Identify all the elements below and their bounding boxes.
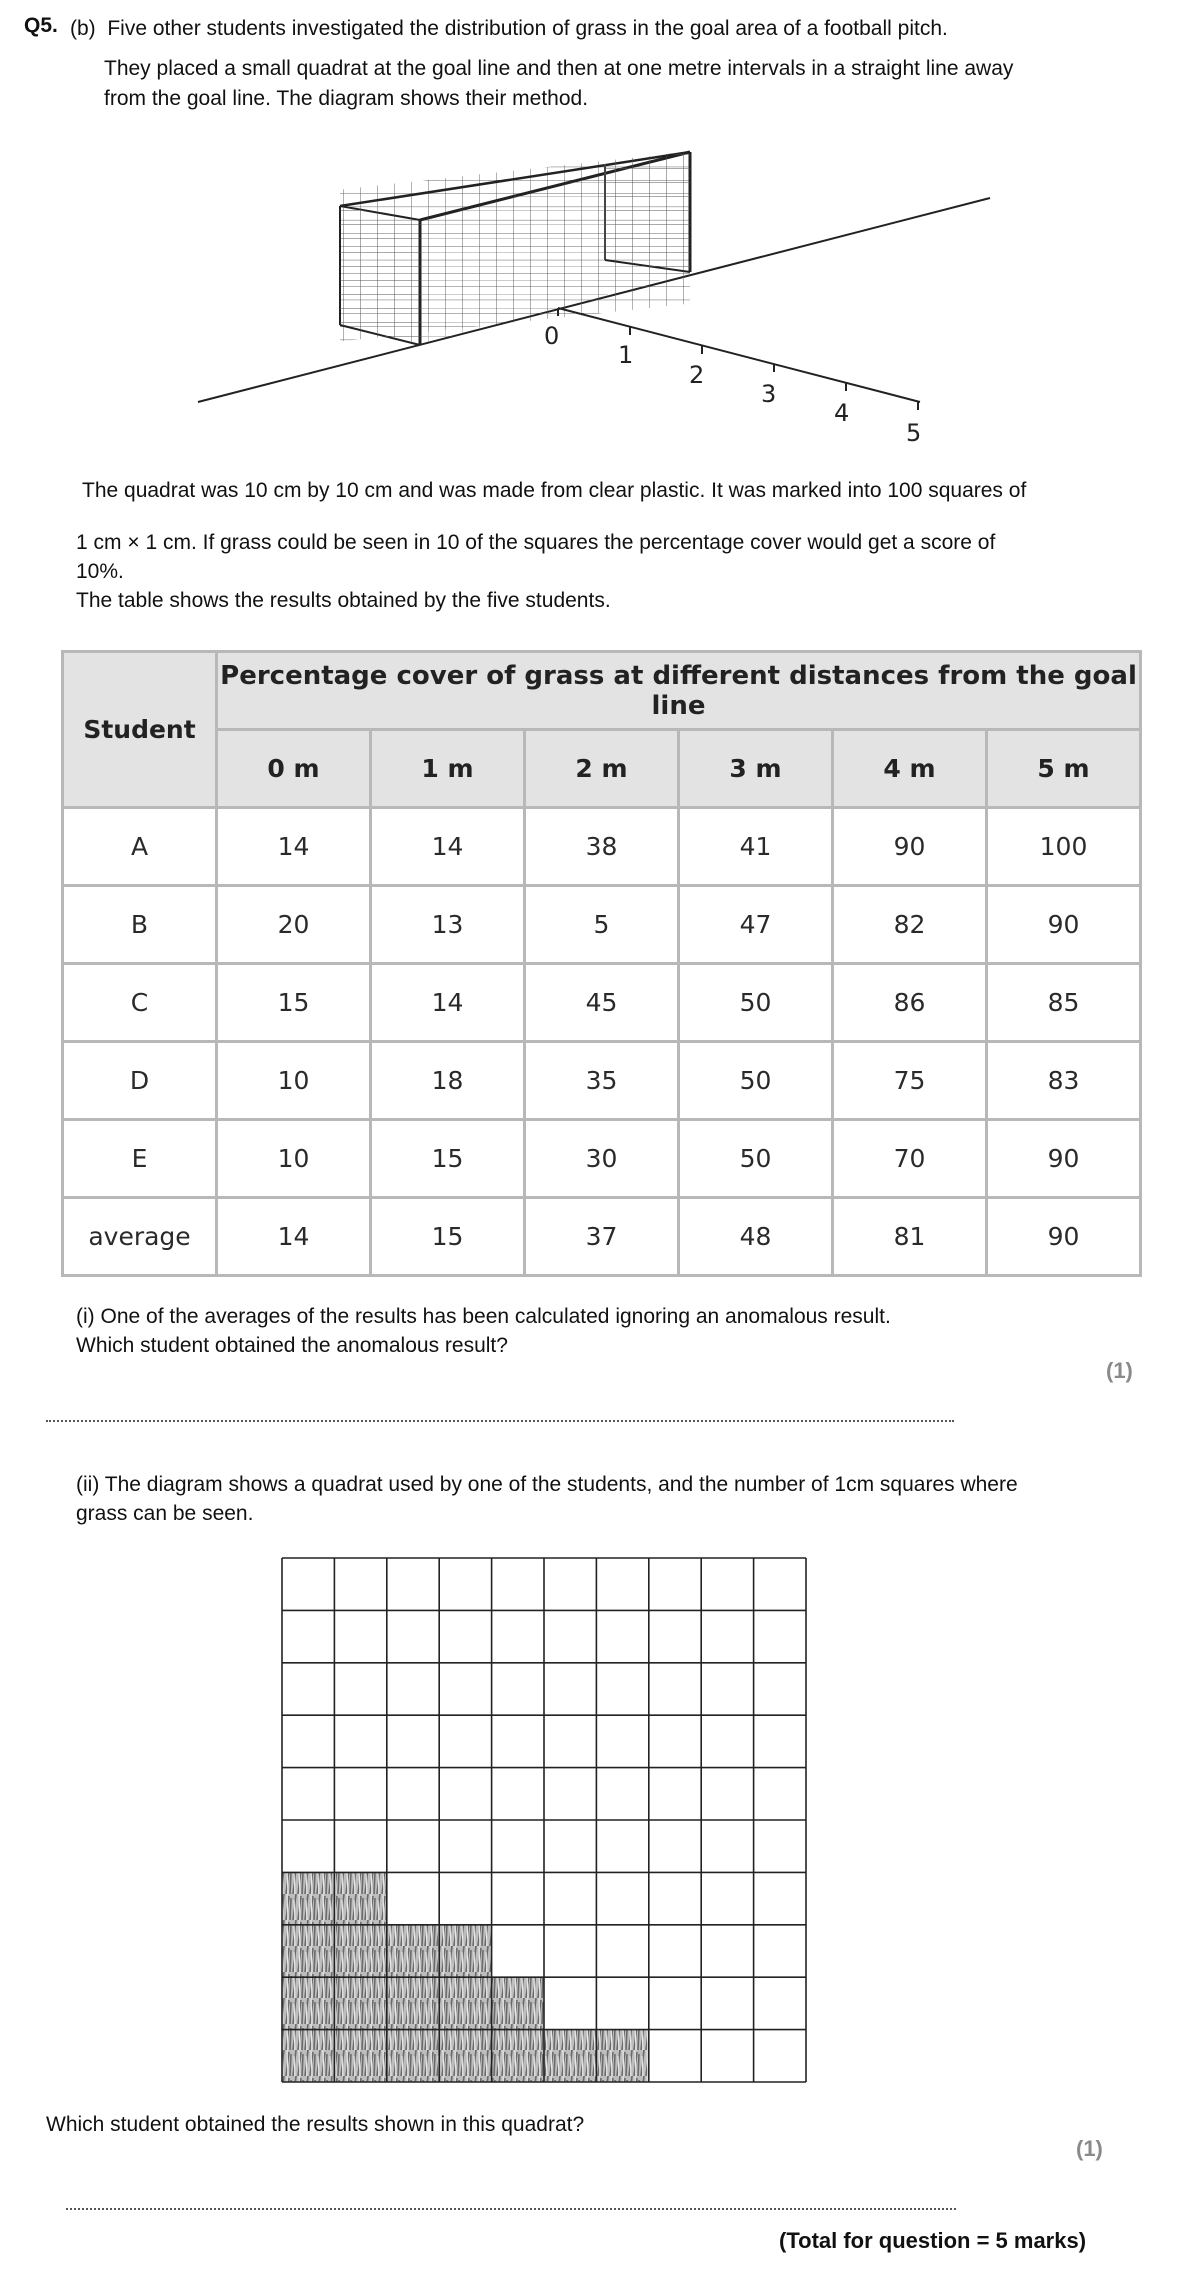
column-header: 4 m	[833, 730, 987, 808]
grass-square	[439, 2030, 491, 2082]
value-cell: 47	[679, 886, 833, 964]
part-i-answer-line[interactable]	[46, 1420, 954, 1422]
distance-label-4: 4	[834, 399, 850, 427]
value-cell: 10	[217, 1042, 371, 1120]
grass-square	[282, 1977, 334, 2029]
measuring-line	[558, 308, 920, 402]
value-cell: 85	[987, 964, 1141, 1042]
value-cell: 90	[987, 1120, 1141, 1198]
grass-square	[492, 2030, 544, 2082]
value-cell: 37	[525, 1198, 679, 1276]
part-ii-answer-line[interactable]	[66, 2208, 956, 2210]
grass-square	[387, 1977, 439, 2029]
grass-square	[387, 2030, 439, 2082]
part-i-marks: (1)	[1106, 1358, 1133, 1383]
value-cell: 15	[371, 1120, 525, 1198]
grass-square	[596, 2030, 648, 2082]
table-row	[63, 1042, 1141, 1120]
value-cell: 14	[217, 1198, 371, 1276]
column-header: 2 m	[525, 730, 679, 808]
student-cell: A	[63, 808, 217, 886]
value-cell: 41	[679, 808, 833, 886]
value-cell: 14	[217, 808, 371, 886]
part-ii-marks: (1)	[1076, 2136, 1103, 2161]
part-i-line1: (i) One of the averages of the results has been calculated ignoring an anomalous result.	[76, 1305, 891, 1328]
student-cell: C	[63, 964, 217, 1042]
part-i-line2: Which student obtained the anomalous result?	[76, 1334, 508, 1357]
value-cell: 20	[217, 886, 371, 964]
question-number: Q5.	[24, 14, 58, 37]
value-cell: 90	[833, 808, 987, 886]
student-cell: average	[63, 1198, 217, 1276]
grass-square	[439, 1977, 491, 2029]
value-cell: 15	[217, 964, 371, 1042]
distance-label-5: 5	[906, 419, 922, 447]
group-header: Percentage cover of grass at different distances from the goal line	[217, 652, 1141, 730]
distance-label-0: 0	[544, 322, 560, 350]
value-cell: 14	[371, 808, 525, 886]
value-cell: 75	[833, 1042, 987, 1120]
question-intro-line3: from the goal line. The diagram shows their method.	[104, 87, 589, 110]
table-row	[63, 964, 1141, 1042]
value-cell: 45	[525, 964, 679, 1042]
column-header: 3 m	[679, 730, 833, 808]
description-line1: The quadrat was 10 cm by 10 cm and was made from clear plastic. It was marked into 100 squares of	[82, 479, 1027, 502]
table-row	[63, 886, 1141, 964]
value-cell: 83	[987, 1042, 1141, 1120]
grass-square	[334, 1977, 386, 2029]
grass-square	[439, 1925, 491, 1977]
measuring-ticks	[558, 308, 918, 410]
student-cell: E	[63, 1120, 217, 1198]
value-cell: 50	[679, 1042, 833, 1120]
value-cell: 100	[987, 808, 1141, 886]
value-cell: 14	[371, 964, 525, 1042]
quadrat-grid	[280, 1556, 808, 2084]
value-cell: 5	[525, 886, 679, 964]
grass-square	[282, 1925, 334, 1977]
distance-label-3: 3	[761, 380, 777, 408]
value-cell: 30	[525, 1120, 679, 1198]
grass-square	[334, 1925, 386, 1977]
value-cell: 82	[833, 886, 987, 964]
table-row	[63, 1120, 1141, 1198]
question-intro-line1	[70, 14, 948, 43]
description-line4: The table shows the results obtained by the five students.	[76, 589, 611, 612]
value-cell: 70	[833, 1120, 987, 1198]
student-cell: D	[63, 1042, 217, 1120]
grass-square	[544, 2030, 596, 2082]
question-intro-line2: They placed a small quadrat at the goal line and then at one metre intervals in a straight line away	[104, 57, 1014, 80]
grass-square	[282, 1872, 334, 1924]
value-cell: 10	[217, 1120, 371, 1198]
description-line3: 10%.	[76, 560, 124, 583]
intro-text: Five other students investigated the distribution of grass in the goal area of a football pitch.	[107, 17, 948, 40]
value-cell: 81	[833, 1198, 987, 1276]
column-header: 0 m	[217, 730, 371, 808]
value-cell: 35	[525, 1042, 679, 1120]
value-cell: 50	[679, 1120, 833, 1198]
student-cell: B	[63, 886, 217, 964]
value-cell: 86	[833, 964, 987, 1042]
distance-label-2: 2	[689, 361, 705, 389]
goal-net	[340, 152, 690, 346]
value-cell: 50	[679, 964, 833, 1042]
grass-square	[282, 2030, 334, 2082]
column-header: 1 m	[371, 730, 525, 808]
value-cell: 48	[679, 1198, 833, 1276]
value-cell: 90	[987, 886, 1141, 964]
grass-square	[334, 2030, 386, 2082]
part-label: (b)	[70, 17, 96, 40]
value-cell: 18	[371, 1042, 525, 1120]
grass-square	[387, 1925, 439, 1977]
part-ii-line2: grass can be seen.	[76, 1502, 254, 1525]
goal-method-diagram	[190, 140, 1010, 450]
value-cell: 38	[525, 808, 679, 886]
description-line2: 1 cm × 1 cm. If grass could be seen in 10 of the squares the percentage cover would get a score of	[76, 531, 996, 554]
column-header: 5 m	[987, 730, 1141, 808]
student-header: Student	[63, 652, 217, 808]
part-ii-line1: (ii) The diagram shows a quadrat used by one of the students, and the number of 1cm squares where	[76, 1473, 1018, 1496]
grass-square	[492, 1977, 544, 2029]
distance-label-1: 1	[618, 341, 634, 369]
value-cell: 15	[371, 1198, 525, 1276]
total-marks: (Total for question = 5 marks)	[779, 2228, 1087, 2253]
value-cell: 13	[371, 886, 525, 964]
grass-square	[334, 1872, 386, 1924]
table-row-average	[63, 1198, 1141, 1276]
part-ii-question: Which student obtained the results shown in this quadrat?	[46, 2113, 585, 2136]
value-cell: 90	[987, 1198, 1141, 1276]
table-row	[63, 808, 1141, 886]
results-table	[61, 650, 1142, 1277]
